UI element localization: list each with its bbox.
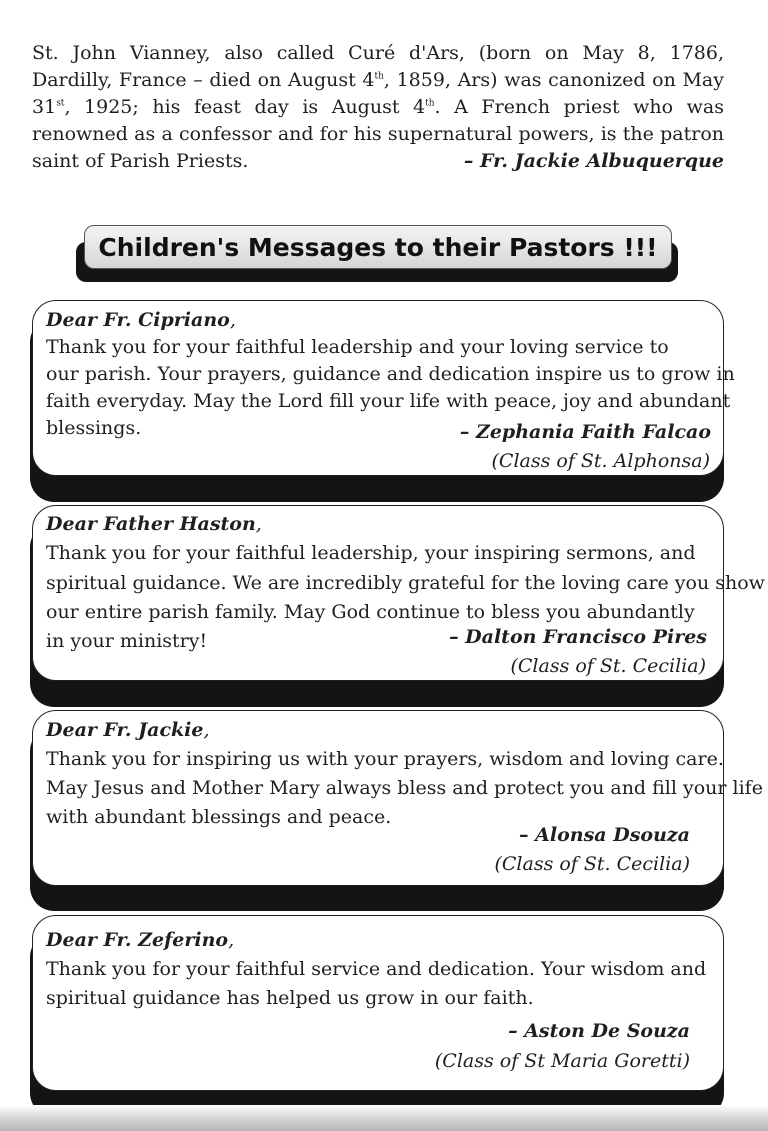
ordinal-suffix: st <box>56 98 65 109</box>
message-salutation: Dear Fr. Jackie, <box>46 719 210 741</box>
message-author: – Aston De Souza <box>508 1020 690 1042</box>
ordinal-suffix: th <box>374 71 384 82</box>
ordinal-suffix: th <box>425 98 435 109</box>
message-line: our entire parish family. May God continue to bless you abundantly <box>46 601 695 623</box>
message-line: spiritual guidance has helped us grow in our faith. <box>46 987 534 1009</box>
message-author: – Alonsa Dsouza <box>519 824 690 846</box>
message-author: – Zephania Faith Falcao <box>459 421 711 443</box>
intro-text-4: . A French priest who was renowned as a confessor and for his supernatural powers, is the patron saint of Parish Priests. <box>32 96 724 172</box>
message-line: Thank you for your faithful service and dedication. Your wisdom and <box>46 958 707 980</box>
message-line: May Jesus and Mother Mary always bless and protect you and fill your life <box>46 777 763 799</box>
message-class: (Class of St. Alphonsa) <box>491 450 710 472</box>
message-salutation: Dear Father Haston, <box>46 513 262 535</box>
message-line: our parish. Your prayers, guidance and dedication inspire us to grow in <box>46 363 735 385</box>
message-line: spiritual guidance. We are incredibly grateful for the loving care you show <box>46 572 765 594</box>
intro-text-2: , 1859, Ars) was canonized on May 31 <box>32 69 724 118</box>
intro-author: – Fr. Jackie Albuquerque <box>463 150 724 172</box>
message-line: in your ministry! <box>46 630 208 652</box>
message-line: faith everyday. May the Lord fill your life with peace, joy and abundant <box>46 390 731 412</box>
section-banner: Children's Messages to their Pastors !!! <box>84 225 672 269</box>
message-line: Thank you for your faithful leadership and your loving service to <box>46 336 669 358</box>
message-line: blessings. <box>46 417 142 439</box>
intro-text-1: St. John Vianney, also called Curé d'Ars, (born on May 8, 1786, Dardilly, France – died on August 4 <box>32 42 724 91</box>
message-salutation: Dear Fr. Zeferino, <box>46 929 235 951</box>
message-line: Thank you for inspiring us with your prayers, wisdom and loving care. <box>46 748 724 770</box>
message-line: with abundant blessings and peace. <box>46 806 392 828</box>
message-line: Thank you for your faithful leadership, your inspiring sermons, and <box>46 542 696 564</box>
message-salutation: Dear Fr. Cipriano, <box>46 309 236 331</box>
message-class: (Class of St Maria Goretti) <box>434 1050 690 1072</box>
message-author: – Dalton Francisco Pires <box>449 626 707 648</box>
message-class: (Class of St. Cecilia) <box>494 853 690 875</box>
intro-text-3: , 1925; his feast day is August 4 <box>64 96 426 118</box>
page-footer-image <box>0 1105 768 1131</box>
message-class: (Class of St. Cecilia) <box>510 655 706 677</box>
